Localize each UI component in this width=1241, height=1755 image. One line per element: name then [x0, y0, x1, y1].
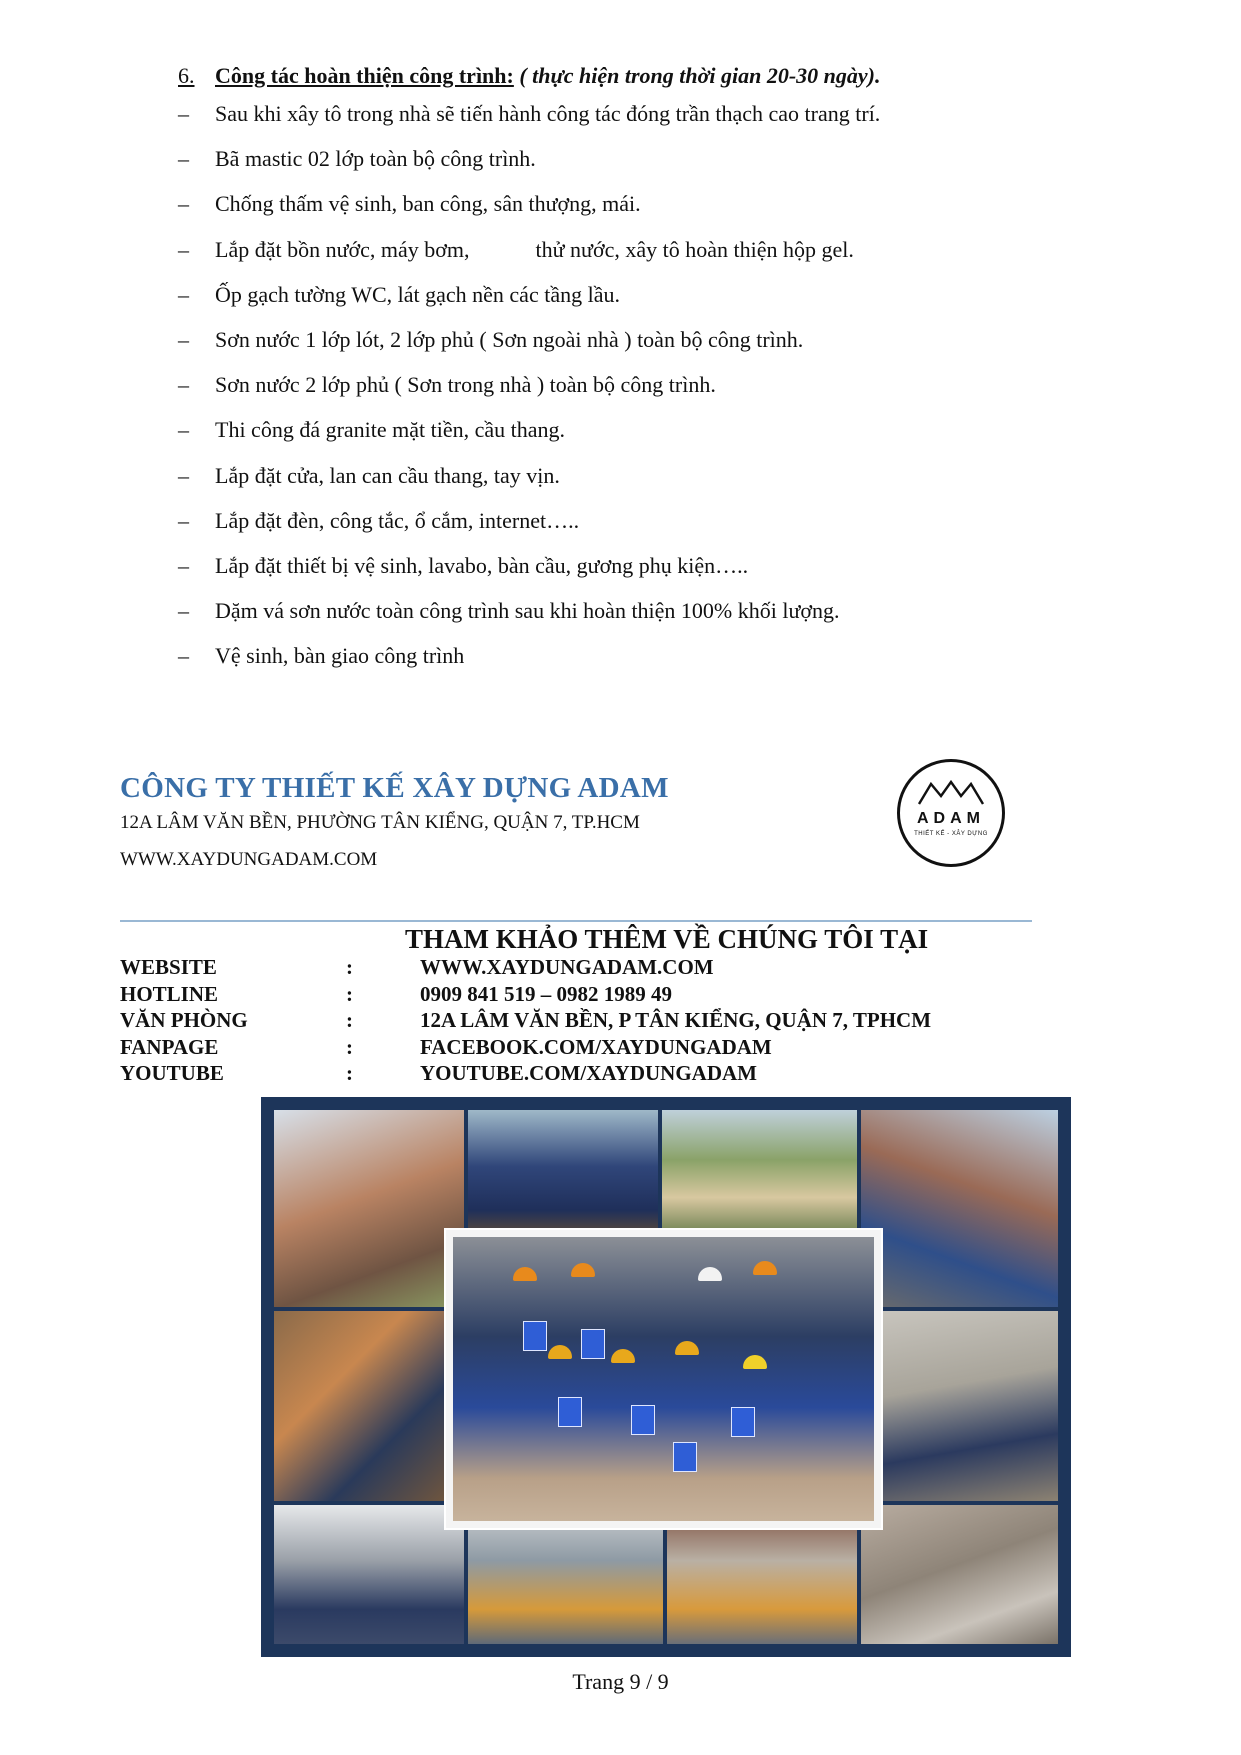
bullet-dash: –	[178, 281, 189, 307]
contact-value[interactable]: WWW.XAYDUNGADAM.COM	[420, 955, 714, 979]
bullet-dash: –	[178, 191, 189, 217]
list-item: – Lắp đặt cửa, lan can cầu thang, tay vịn.	[178, 462, 560, 488]
hard-hat-icon	[611, 1349, 635, 1363]
company-address: 12A LÂM VĂN BỀN, PHƯỜNG TÂN KIỂNG, QUẬN 7, TP.HCM	[120, 812, 640, 833]
contact-value: 0909 841 519 – 0982 1989 49	[420, 981, 672, 1006]
section-number: 6.	[178, 63, 195, 88]
section-heading	[178, 60, 1078, 92]
contact-label: VĂN PHÒNG	[120, 1008, 248, 1032]
list-item: – Thi công đá granite mặt tiền, cầu thang.	[178, 417, 566, 443]
gift-bag-icon	[731, 1407, 755, 1437]
mountain-roof-icon	[917, 778, 985, 808]
list-item: – Vệ sinh, bàn giao công trình	[178, 643, 465, 669]
list-item: – Lắp đặt thiết bị vệ sinh, lavabo, bàn cầu, gương phụ kiện…..	[178, 552, 749, 578]
logo-subtitle: THIẾT KẾ - XÂY DỰNG	[914, 831, 988, 837]
contact-value[interactable]: YOUTUBE.COM/XAYDUNGADAM	[420, 1061, 757, 1085]
gift-bag-icon	[631, 1405, 655, 1435]
contact-separator: :	[346, 1034, 353, 1059]
hard-hat-icon	[548, 1345, 572, 1359]
bullet-dash: –	[178, 372, 189, 398]
gift-bag-icon	[581, 1329, 605, 1359]
photo-team-thumbs-up	[468, 1110, 658, 1235]
page-number: Trang 9 / 9	[572, 1669, 669, 1694]
bullet-dash: –	[178, 236, 189, 262]
company-block	[120, 770, 880, 873]
gift-bag-icon	[673, 1442, 697, 1472]
photo-worker-wiring	[861, 1311, 1058, 1501]
contact-separator: :	[346, 981, 353, 1006]
contact-separator: :	[346, 1061, 353, 1085]
bullet-dash: –	[178, 101, 189, 126]
bullet-dash: –	[178, 552, 189, 578]
team-photo-collage	[261, 1097, 1071, 1657]
adam-logo	[897, 759, 1005, 867]
list-item: – Lắp đặt bồn nước, máy bơm, thử nước, xây tô hoàn thiện hộp gel.	[178, 236, 854, 262]
bullet-dash: –	[178, 507, 189, 533]
hard-hat-icon	[753, 1261, 777, 1275]
section-note: ( thực hiện trong thời gian 20-30 ngày).	[513, 63, 881, 88]
list-item: – Sơn nước 2 lớp phủ ( Sơn trong nhà ) toàn bộ công trình.	[178, 372, 716, 398]
task-list	[178, 101, 1078, 688]
bullet-dash: –	[178, 326, 189, 352]
section-6	[178, 60, 1078, 688]
photo-center-team	[446, 1230, 881, 1528]
contact-separator: :	[346, 1008, 353, 1032]
contact-label: FANPAGE	[120, 1034, 219, 1059]
hard-hat-icon	[513, 1267, 537, 1281]
list-item: – Bã mastic 02 lớp toàn bộ công trình.	[178, 146, 536, 172]
company-website: WWW.XAYDUNGADAM.COM	[120, 849, 378, 870]
bullet-dash: –	[178, 417, 189, 443]
photo-concrete-pump	[861, 1110, 1058, 1307]
list-item: – Dặm vá sơn nước toàn công trình sau khi hoàn thiện 100% khối lượng.	[178, 598, 840, 624]
contact-label: WEBSITE	[120, 955, 217, 979]
bullet-dash: –	[178, 598, 189, 624]
hard-hat-icon	[743, 1355, 767, 1369]
photo-building-facade	[274, 1110, 464, 1307]
bullet-dash: –	[178, 146, 189, 172]
hard-hat-icon	[571, 1263, 595, 1277]
list-item: – Ốp gạch tường WC, lát gạch nền các tầng lầu.	[178, 281, 620, 307]
contact-value: 12A LÂM VĂN BỀN, P TÂN KIỂNG, QUẬN 7, TPHCM	[420, 1008, 932, 1032]
list-item: – Lắp đặt đèn, công tắc, ổ cắm, internet…..	[178, 507, 580, 533]
list-item: – Chống thấm vệ sinh, ban công, sân thượng, mái.	[178, 191, 641, 217]
hard-hat-icon	[698, 1267, 722, 1281]
list-item: – Sau khi xây tô trong nhà sẽ tiến hành công tác đóng trần thạch cao trang trí.	[178, 101, 881, 126]
bullet-dash: –	[178, 462, 189, 488]
contact-value[interactable]: FACEBOOK.COM/XAYDUNGADAM	[420, 1034, 772, 1059]
photo-worker-scaffold	[274, 1311, 464, 1501]
company-name: CÔNG TY THIẾT KẾ XÂY DỰNG ADAM	[120, 772, 669, 804]
contact-label: YOUTUBE	[120, 1061, 224, 1085]
section-title: Công tác hoàn thiện công trình:	[215, 63, 514, 88]
hard-hat-icon	[675, 1341, 699, 1355]
contact-separator: :	[346, 955, 353, 979]
photo-worker-drilling	[861, 1505, 1058, 1644]
bullet-dash: –	[178, 643, 189, 669]
gift-bag-icon	[523, 1321, 547, 1351]
gift-bag-icon	[558, 1397, 582, 1427]
list-item: – Sơn nước 1 lớp lót, 2 lớp phủ ( Sơn ngoài nhà ) toàn bộ công trình.	[178, 326, 804, 352]
photo-engineers-inspecting	[274, 1505, 464, 1644]
contact-label: HOTLINE	[120, 981, 219, 1006]
contact-title: THAM KHẢO THÊM VỀ CHÚNG TÔI TẠI	[405, 924, 929, 954]
photo-site-meeting	[662, 1110, 857, 1235]
logo-name: ADAM	[917, 810, 985, 827]
